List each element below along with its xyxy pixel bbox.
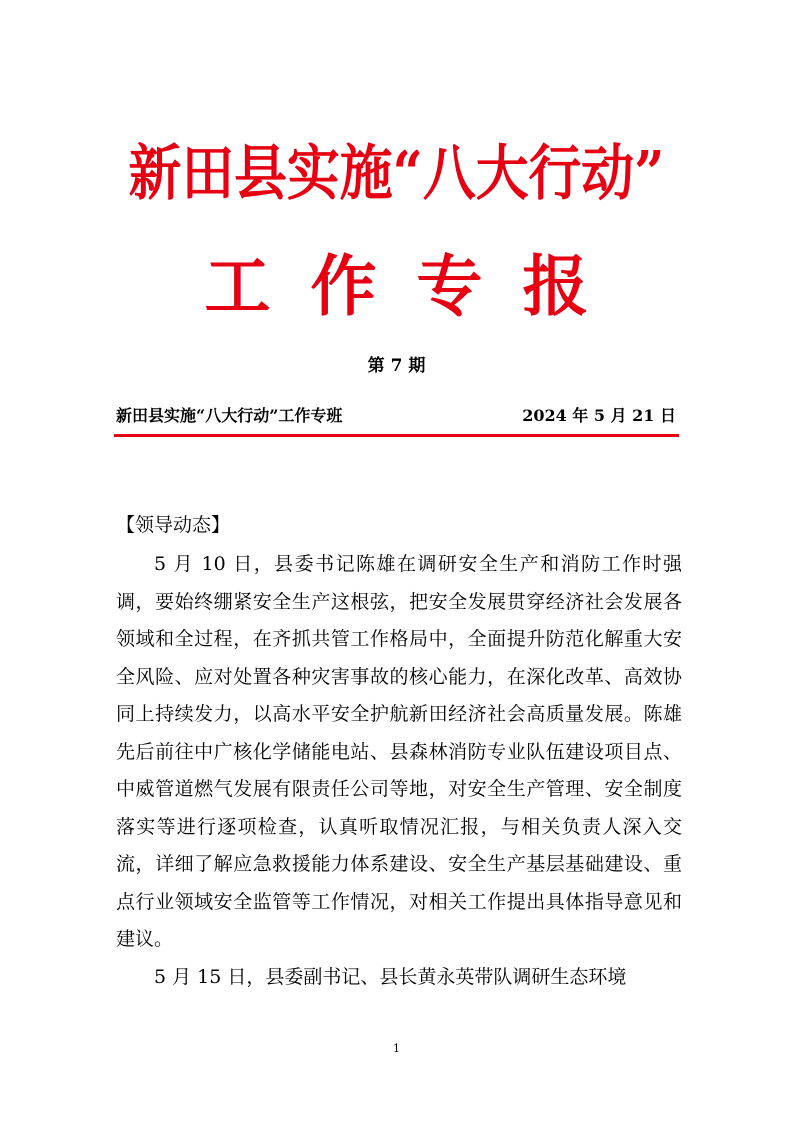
publish-date: 2024 年 5 月 21 日 bbox=[522, 406, 676, 425]
red-divider bbox=[114, 434, 679, 437]
section-heading: 【领导动态】 bbox=[116, 514, 231, 536]
paragraph: 5 月 10 日，县委书记陈雄在调研安全生产和消防工作时强调，要始终绷紧安全生产这根弦，把安全发展贯穿经济社会发展各领域和全过程，在齐抓共管工作格局中，全面提升防范化解重大安全风险、应对处置各种灾害事故的核心能力，在深化改革、高效协同上持续发力，以高水平安全护航新田经济社会高质量发展。陈雄先后前往中广核化学储能电站、县森林消防专业队伍建设项目点、中威管道燃气发展有限责任公司等地，对安全生产管理、安全制度落实等进行逐项检查，认真听取情况汇报，与相关负责人深入交流，详细了解应急救援能力体系建设、安全生产基层基础建设、重点行业领域安全监管等工作情况，对相关工作提出具体指导意见和建议。 bbox=[116, 553, 682, 950]
masthead-meta bbox=[116, 402, 676, 430]
issue-number: 第 7 期 bbox=[367, 356, 426, 376]
page-number: 1 bbox=[393, 1042, 400, 1055]
publisher-name: 新田县实施“八大行动”工作专班 bbox=[116, 406, 343, 425]
report-title-line2: 工作专报 bbox=[204, 247, 629, 325]
body-text bbox=[116, 546, 682, 996]
paragraph: 5 月 15 日，县委副书记、县长黄永英带队调研生态环境 bbox=[154, 965, 627, 988]
report-title-line1: 新田县实施“八大行动” bbox=[128, 139, 665, 209]
